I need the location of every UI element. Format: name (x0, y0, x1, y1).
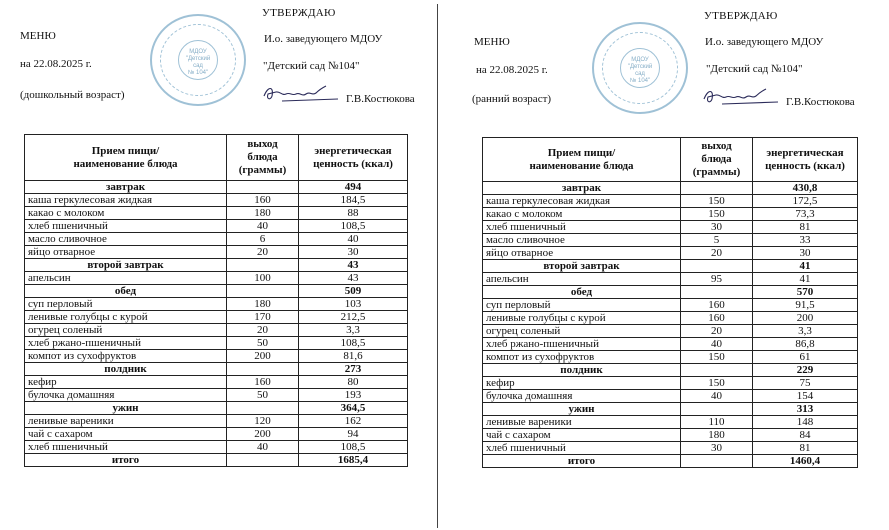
dish-energy-kcal: 40 (299, 233, 408, 246)
dish-output-grams (227, 285, 299, 298)
header-output: выход блюда (граммы) (681, 138, 753, 182)
dish-row (25, 441, 408, 454)
approve-title: УТВЕРЖДАЮ (704, 10, 778, 22)
dish-name: масло сливочное (483, 234, 681, 247)
dish-row (483, 429, 858, 442)
dish-energy-kcal: 61 (753, 351, 858, 364)
dish-row (483, 208, 858, 221)
dish-name: хлеб ржано-пшеничный (483, 338, 681, 351)
dish-row (25, 350, 408, 363)
menu-date: на 22.08.2025 г. (20, 58, 92, 70)
dish-energy-kcal: 75 (753, 377, 858, 390)
dish-energy-kcal: 108,5 (299, 441, 408, 454)
dish-energy-kcal: 570 (753, 286, 858, 299)
dish-output-grams (681, 403, 753, 416)
dish-output-grams: 160 (227, 376, 299, 389)
dish-energy-kcal: 108,5 (299, 337, 408, 350)
meal-section-row (483, 455, 858, 468)
dish-output-grams: 150 (681, 377, 753, 390)
dish-output-grams: 170 (227, 311, 299, 324)
dish-energy-kcal: 273 (299, 363, 408, 376)
dish-output-grams (227, 181, 299, 194)
dish-energy-kcal: 229 (753, 364, 858, 377)
menu-table (24, 134, 408, 467)
dish-output-grams (227, 259, 299, 272)
approve-position: И.о. заведующего МДОУ (264, 33, 383, 45)
dish-output-grams (681, 364, 753, 377)
dish-energy-kcal: 80 (299, 376, 408, 389)
dish-output-grams: 20 (227, 246, 299, 259)
dish-energy-kcal: 30 (299, 246, 408, 259)
approve-name: Г.В.Костюкова (346, 93, 415, 105)
dish-output-grams: 150 (681, 208, 753, 221)
dish-energy-kcal: 103 (299, 298, 408, 311)
handwritten-signature (262, 82, 342, 104)
handwritten-signature (702, 85, 782, 107)
dish-row (25, 389, 408, 402)
dish-energy-kcal: 494 (299, 181, 408, 194)
dish-output-grams: 110 (681, 416, 753, 429)
dish-output-grams: 160 (681, 299, 753, 312)
dish-row (25, 428, 408, 441)
dish-output-grams: 150 (681, 351, 753, 364)
dish-energy-kcal: 193 (299, 389, 408, 402)
dish-name: хлеб пшеничный (483, 221, 681, 234)
dish-name: компот из сухофруктов (25, 350, 227, 363)
dish-energy-kcal: 200 (753, 312, 858, 325)
dish-name: чай с сахаром (25, 428, 227, 441)
dish-row (483, 221, 858, 234)
dish-row (25, 376, 408, 389)
dish-row (483, 325, 858, 338)
dish-row (25, 220, 408, 233)
meal-name: ужин (483, 403, 681, 416)
dish-name: хлеб пшеничный (483, 442, 681, 455)
meal-name: завтрак (483, 182, 681, 195)
dish-name: кефир (483, 377, 681, 390)
dish-energy-kcal: 86,8 (753, 338, 858, 351)
stamp-text: МДОУ "Детский сад № 104" (185, 49, 211, 76)
dish-row (25, 272, 408, 285)
age-group-label: (ранний возраст) (472, 93, 552, 105)
dish-output-grams (681, 286, 753, 299)
early-age-menu-panel (444, 0, 889, 530)
header-output: выход блюда (граммы) (227, 135, 299, 181)
meal-section-row (483, 403, 858, 416)
dish-row (25, 324, 408, 337)
dish-name: каша геркулесовая жидкая (483, 195, 681, 208)
dish-name: компот из сухофруктов (483, 351, 681, 364)
dish-output-grams (681, 455, 753, 468)
dish-name: суп перловый (25, 298, 227, 311)
dish-row (483, 195, 858, 208)
dish-row (25, 233, 408, 246)
dish-output-grams: 95 (681, 273, 753, 286)
dish-row (483, 312, 858, 325)
dish-output-grams: 50 (227, 337, 299, 350)
meal-name: обед (25, 285, 227, 298)
round-seal-stamp (150, 14, 246, 106)
meal-name: ужин (25, 402, 227, 415)
dish-energy-kcal: 184,5 (299, 194, 408, 207)
header-dish: Прием пищи/ наименование блюда (483, 138, 681, 182)
dish-energy-kcal: 509 (299, 285, 408, 298)
approve-title: УТВЕРЖДАЮ (262, 7, 336, 19)
dish-output-grams: 160 (681, 312, 753, 325)
dish-name: какао с молоком (25, 207, 227, 220)
dish-output-grams (227, 363, 299, 376)
dish-output-grams: 180 (227, 298, 299, 311)
dish-name: ленивые вареники (25, 415, 227, 428)
stamp-text: МДОУ "Детский сад № 104" (627, 57, 653, 84)
dish-output-grams: 50 (227, 389, 299, 402)
dish-energy-kcal: 1685,4 (299, 454, 408, 467)
meal-section-row (25, 259, 408, 272)
dish-energy-kcal: 30 (753, 247, 858, 260)
dish-energy-kcal: 41 (753, 260, 858, 273)
dish-output-grams: 100 (227, 272, 299, 285)
dish-name: яйцо отварное (483, 247, 681, 260)
dish-energy-kcal: 94 (299, 428, 408, 441)
age-group-label: (дошкольный возраст) (20, 89, 125, 101)
dish-name: каша геркулесовая жидкая (25, 194, 227, 207)
dish-name: ленивые вареники (483, 416, 681, 429)
round-seal-stamp (592, 22, 688, 114)
dish-energy-kcal: 41 (753, 273, 858, 286)
dish-name: яйцо отварное (25, 246, 227, 259)
meal-section-row (483, 364, 858, 377)
page-divider (437, 4, 438, 528)
meal-name: обед (483, 286, 681, 299)
dish-name: хлеб ржано-пшеничный (25, 337, 227, 350)
dish-name: хлеб пшеничный (25, 220, 227, 233)
dish-output-grams: 40 (227, 441, 299, 454)
approve-organization: "Детский сад №104" (263, 60, 360, 72)
dish-row (483, 351, 858, 364)
dish-row (25, 415, 408, 428)
dish-row (483, 390, 858, 403)
meal-name: полдник (25, 363, 227, 376)
header-energy: энергетическая ценность (ккал) (299, 135, 408, 181)
dish-row (483, 273, 858, 286)
meal-section-row (25, 363, 408, 376)
dish-output-grams: 40 (681, 338, 753, 351)
dish-name: ленивые голубцы с курой (483, 312, 681, 325)
dish-energy-kcal: 43 (299, 259, 408, 272)
dish-name: огурец соленый (25, 324, 227, 337)
dish-output-grams: 20 (681, 325, 753, 338)
meal-section-row (25, 181, 408, 194)
dish-output-grams (681, 182, 753, 195)
menu-date: на 22.08.2025 г. (476, 64, 548, 76)
dish-output-grams: 160 (227, 194, 299, 207)
meal-name: итого (25, 454, 227, 467)
dish-energy-kcal: 3,3 (753, 325, 858, 338)
dish-energy-kcal: 33 (753, 234, 858, 247)
dish-output-grams: 20 (227, 324, 299, 337)
dish-output-grams: 200 (227, 350, 299, 363)
dish-energy-kcal: 172,5 (753, 195, 858, 208)
dish-name: булочка домашняя (483, 390, 681, 403)
dish-energy-kcal: 43 (299, 272, 408, 285)
meal-section-row (483, 182, 858, 195)
dish-output-grams (227, 454, 299, 467)
meal-name: итого (483, 455, 681, 468)
dish-name: ленивые голубцы с курой (25, 311, 227, 324)
dish-row (483, 234, 858, 247)
dish-row (483, 299, 858, 312)
dish-row (483, 416, 858, 429)
meal-name: завтрак (25, 181, 227, 194)
dish-output-grams: 6 (227, 233, 299, 246)
dish-row (483, 338, 858, 351)
header-dish: Прием пищи/ наименование блюда (25, 135, 227, 181)
dish-row (483, 442, 858, 455)
approve-name: Г.В.Костюкова (786, 96, 855, 108)
meal-section-row (483, 260, 858, 273)
dish-output-grams: 180 (681, 429, 753, 442)
dish-row (483, 377, 858, 390)
meal-section-row (25, 285, 408, 298)
menu-label: МЕНЮ (20, 30, 56, 42)
dish-output-grams: 180 (227, 207, 299, 220)
dish-energy-kcal: 148 (753, 416, 858, 429)
header-energy: энергетическая ценность (ккал) (753, 138, 858, 182)
dish-row (25, 337, 408, 350)
dish-energy-kcal: 88 (299, 207, 408, 220)
dish-output-grams: 5 (681, 234, 753, 247)
dish-row (25, 246, 408, 259)
dish-energy-kcal: 212,5 (299, 311, 408, 324)
dish-name: масло сливочное (25, 233, 227, 246)
dish-name: булочка домашняя (25, 389, 227, 402)
dish-name: апельсин (483, 273, 681, 286)
dish-row (25, 194, 408, 207)
dish-output-grams: 120 (227, 415, 299, 428)
dish-name: кефир (25, 376, 227, 389)
meal-section-row (483, 286, 858, 299)
approve-position: И.о. заведующего МДОУ (705, 36, 824, 48)
dish-energy-kcal: 108,5 (299, 220, 408, 233)
dish-output-grams: 40 (227, 220, 299, 233)
dish-energy-kcal: 91,5 (753, 299, 858, 312)
meal-section-row (25, 402, 408, 415)
dish-energy-kcal: 313 (753, 403, 858, 416)
dish-output-grams: 30 (681, 221, 753, 234)
menu-table (482, 137, 858, 468)
meal-name: полдник (483, 364, 681, 377)
dish-row (25, 298, 408, 311)
dish-energy-kcal: 364,5 (299, 402, 408, 415)
dish-energy-kcal: 81 (753, 221, 858, 234)
dish-energy-kcal: 81 (753, 442, 858, 455)
dish-name: суп перловый (483, 299, 681, 312)
dish-output-grams: 40 (681, 390, 753, 403)
dish-energy-kcal: 1460,4 (753, 455, 858, 468)
dish-name: апельсин (25, 272, 227, 285)
dish-energy-kcal: 3,3 (299, 324, 408, 337)
meal-name: второй завтрак (483, 260, 681, 273)
dish-energy-kcal: 81,6 (299, 350, 408, 363)
dish-output-grams: 200 (227, 428, 299, 441)
meal-name: второй завтрак (25, 259, 227, 272)
approve-organization: "Детский сад №104" (706, 63, 803, 75)
dish-energy-kcal: 84 (753, 429, 858, 442)
dish-output-grams: 20 (681, 247, 753, 260)
dish-name: чай с сахаром (483, 429, 681, 442)
preschool-menu-panel (0, 0, 430, 530)
meal-section-row (25, 454, 408, 467)
dish-output-grams: 30 (681, 442, 753, 455)
dish-energy-kcal: 162 (299, 415, 408, 428)
dish-row (483, 247, 858, 260)
dish-output-grams: 150 (681, 195, 753, 208)
dish-name: огурец соленый (483, 325, 681, 338)
dish-row (25, 311, 408, 324)
dish-name: какао с молоком (483, 208, 681, 221)
dish-energy-kcal: 430,8 (753, 182, 858, 195)
dish-energy-kcal: 154 (753, 390, 858, 403)
dish-row (25, 207, 408, 220)
dish-name: хлеб пшеничный (25, 441, 227, 454)
dish-output-grams (227, 402, 299, 415)
dish-output-grams (681, 260, 753, 273)
dish-energy-kcal: 73,3 (753, 208, 858, 221)
menu-label: МЕНЮ (474, 36, 510, 48)
